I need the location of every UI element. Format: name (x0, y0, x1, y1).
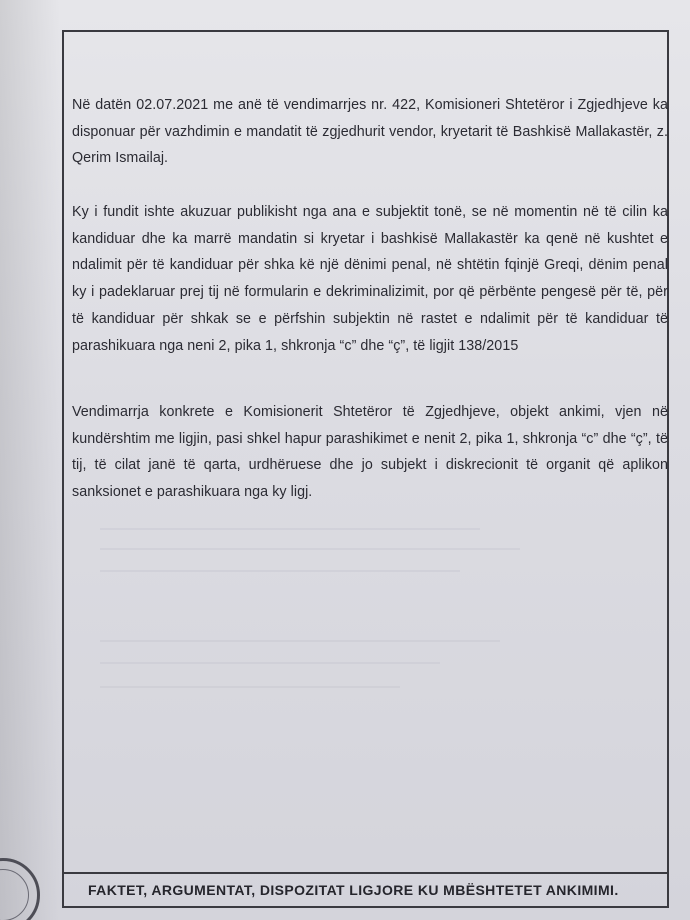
paragraph-accusation: Ky i fundit ishte akuzuar publikisht nga ana e subjektit tonë, se në momentin në të cilin ka kandiduar dhe ka marrë mandatin si kryetar i bashkisë Mallakastër ka qenë në kushtet e ndalimit për të kandiduar për shka kë një dënimi penal, në shtëtin fqinjë Greqi, dënim penal ky i padeklaruar prej tij në formularin e dekriminalizimit, por që përbënte pengesë për të, për të kandiduar për shkak se e përfshin subjektin në rastet e ndalimit për të kandiduar të parashikuara nga neni 2, pika 1, shkronja “c” dhe “ç”, të ligjit 138/2015 (72, 204, 668, 354)
paragraph-argument: Vendimarrja konkrete e Komisionerit Shtetëror të Zgjedhjeve, objekt ankimi, vjen në kundërshtim me ligjin, pasi shkel hapur parashikimet e nenit 2, pika 1, shkronja “c” dhe “ç”, të tij, të cilat janë të qarta, urdhëruese dhe jo subjekt i diskrecionit të organit që aplikon sanksionet e parashikuara nga ky ligj. (72, 404, 668, 501)
section-heading: FAKTET, ARGUMENTAT, DISPOZITAT LIGJORE KU MBËSHTETET ANKIMIMI. (88, 882, 619, 898)
bleed-through-line (100, 662, 440, 664)
bleed-through-line (100, 640, 500, 642)
page-shadow (0, 0, 60, 920)
bleed-through-line (100, 548, 520, 550)
bleed-through-line (100, 686, 400, 688)
bleed-through-line (100, 570, 460, 572)
seal-inner-ring (0, 869, 29, 920)
bleed-through-line (100, 528, 480, 530)
paragraph-decision: Në datën 02.07.2021 me anë të vendimarrjes nr. 422, Komisioneri Shtetëror i Zgjedhjeve ka disponuar për vazhdimin e mandatit të zgjedhurit vendor, kryetarit të Bashkisë Mallakastër, z. Qerim Ismailaj. (72, 97, 668, 167)
